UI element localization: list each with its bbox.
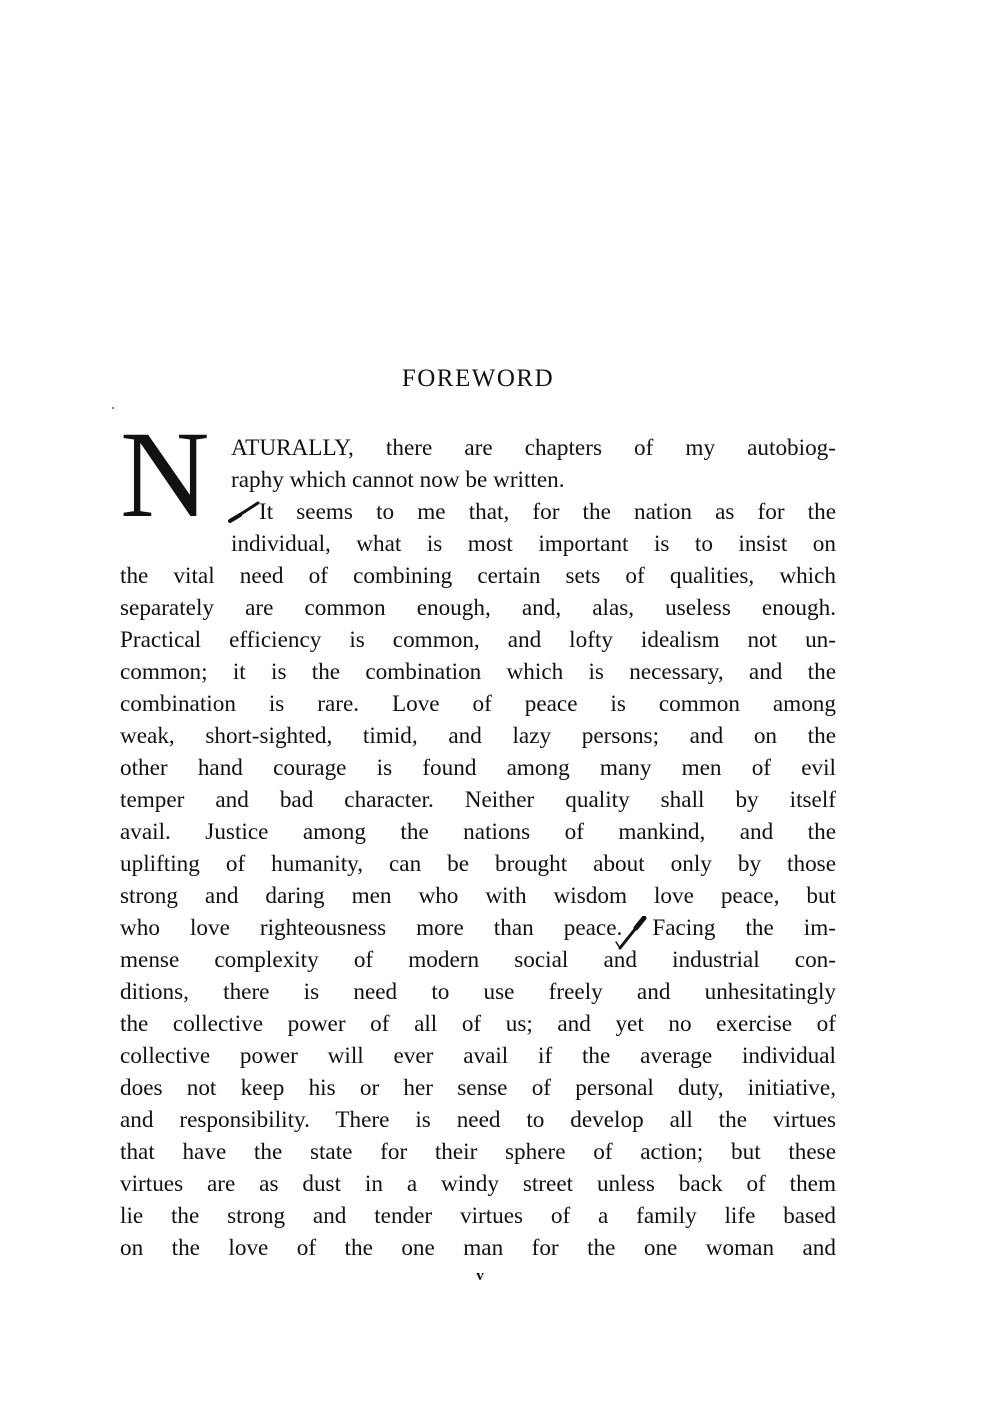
text-line: raphy which cannot now be written. (231, 467, 565, 493)
ink-speck (112, 407, 114, 409)
text-line: on the love of the one man for the one woman and (120, 1235, 836, 1261)
text-line: mense complexity of modern social and industrial con- (120, 947, 836, 973)
text-line: common; it is the combination which is necessary, and the (120, 659, 836, 685)
text-line: other hand courage is found among many men of evil (120, 755, 836, 781)
text-line: weak, short-sighted, timid, and lazy persons; and on the (120, 723, 836, 749)
page-title: FOREWORD (401, 365, 555, 392)
text-line: It seems to me that, for the nation as for the (259, 499, 836, 525)
text-line: individual, what is most important is to insist on (231, 531, 836, 557)
text-line: separately are common enough, and, alas, useless enough. (120, 595, 836, 621)
drop-cap: N (120, 406, 210, 543)
text-line: the vital need of combining certain sets of qualities, which (120, 563, 836, 589)
page-number: v (476, 1268, 484, 1284)
text-line: collective power will ever avail if the average individual (120, 1043, 836, 1069)
text-line: ATURALLY, there are chapters of my autobiog- (231, 435, 836, 461)
text-line: ditions, there is need to use freely and unhesitatingly (120, 979, 836, 1005)
text-line: combination is rare. Love of peace is common among (120, 691, 836, 717)
text-line: Practical efficiency is common, and lofty idealism not un- (120, 627, 836, 653)
text-line: uplifting of humanity, can be brought about only by those (120, 851, 836, 877)
text-line: the collective power of all of us; and yet no exercise of (120, 1011, 836, 1037)
text-line: strong and daring men who with wisdom love peace, but (120, 883, 836, 909)
text-line: does not keep his or her sense of personal duty, initiative, (120, 1075, 836, 1101)
text-line: avail. Justice among the nations of mankind, and the (120, 819, 836, 845)
text-line: virtues are as dust in a windy street unless back of them (120, 1171, 836, 1197)
text-line: and responsibility. There is need to develop all the virtues (120, 1107, 836, 1133)
text-line: that have the state for their sphere of action; but these (120, 1139, 836, 1165)
text-line: temper and bad character. Neither quality shall by itself (120, 787, 836, 813)
text-line: lie the strong and tender virtues of a family life based (120, 1203, 836, 1229)
text-line: who love righteousness more than peace. Facing the im- (120, 915, 836, 941)
